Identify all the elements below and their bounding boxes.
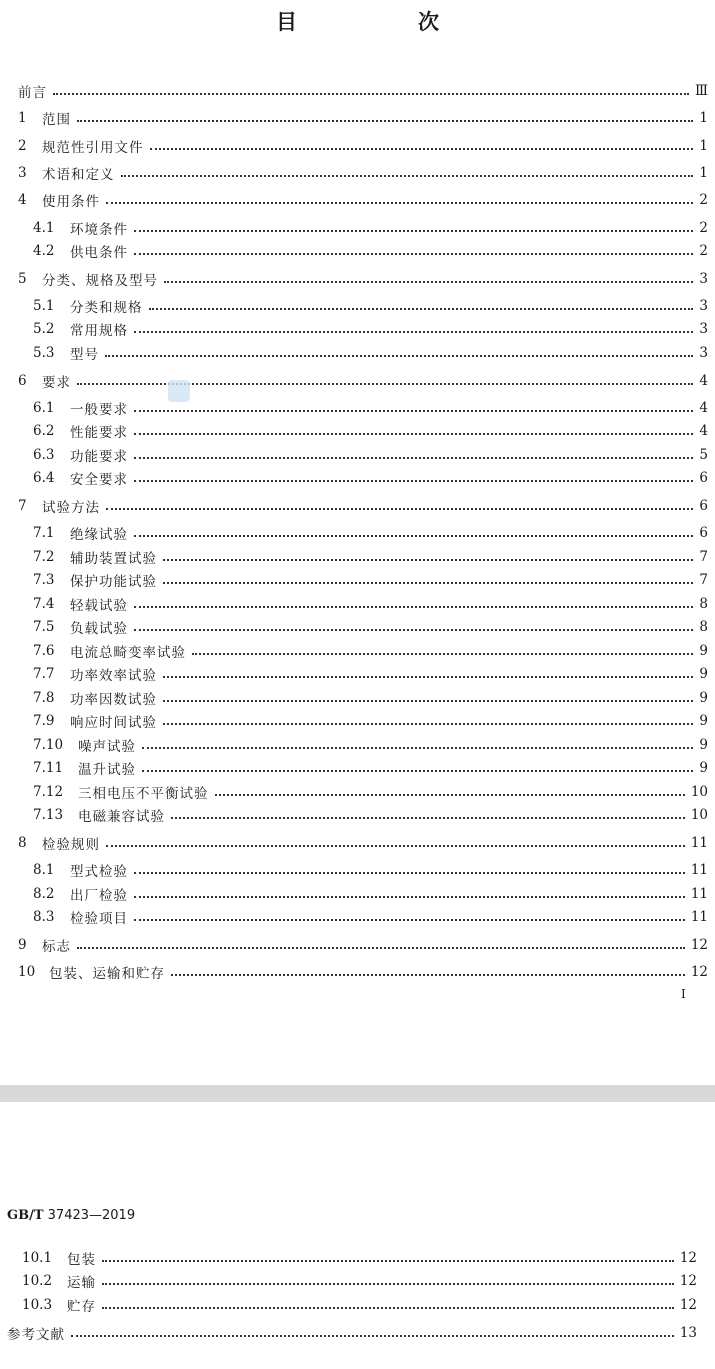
toc-dot-leader [163, 722, 693, 725]
toc-dot-leader [105, 354, 693, 357]
toc-entry-number: 10.1 [22, 1250, 53, 1266]
toc-dot-leader [134, 628, 693, 631]
toc-entry-page: Ⅲ [694, 83, 708, 99]
standard-prefix: GB/T [7, 1208, 44, 1223]
toc-entry-number: 5.1 [33, 298, 55, 314]
toc-entry-title: 运输 [67, 1275, 96, 1291]
toc-entry-title: 标志 [42, 939, 71, 955]
toc-entry[interactable] [33, 296, 708, 316]
watermark-icon [168, 380, 190, 402]
toc-entry-number: 4.1 [33, 220, 55, 236]
toc-entry-number: 4 [18, 192, 27, 208]
toc-page-2 [0, 1102, 715, 1369]
toc-entry-title: 检验项目 [70, 911, 128, 927]
toc-entry-page: 9 [699, 737, 708, 753]
toc-entry-page: 6 [699, 525, 708, 541]
toc-entry-number: 3 [18, 165, 27, 181]
toc-dot-leader [192, 652, 693, 655]
toc-entry-title: 试验方法 [42, 500, 100, 516]
toc-entry-title: 型号 [70, 347, 99, 363]
toc-dot-leader [163, 558, 693, 561]
toc-entry-page: 12 [690, 937, 708, 953]
toc-entry-number: 1 [18, 110, 27, 126]
toc-entry-number: 7.12 [33, 784, 64, 800]
document-header [7, 1208, 135, 1223]
toc-entry[interactable] [33, 805, 708, 825]
toc-entry-number: 10.3 [22, 1297, 53, 1313]
toc-entry-number: 5.2 [33, 321, 55, 337]
page-separator [0, 1085, 715, 1102]
toc-entry[interactable] [33, 523, 708, 543]
toc-entry-page: 7 [699, 549, 708, 565]
toc-entry-title: 辅助装置试验 [70, 551, 157, 567]
toc-dot-leader [150, 147, 694, 150]
toc-entry[interactable] [22, 1271, 697, 1291]
toc-entry-number: 5.3 [33, 345, 55, 361]
toc-dot-leader [215, 793, 685, 796]
toc-entry-page: 9 [699, 643, 708, 659]
toc-entry-title: 轻载试验 [70, 598, 128, 614]
toc-entry-title: 贮存 [67, 1299, 96, 1315]
toc-entry-page: 3 [699, 298, 708, 314]
toc-dot-leader [106, 844, 685, 847]
toc-entry[interactable] [22, 1295, 697, 1315]
toc-entry[interactable] [33, 782, 708, 802]
toc-dot-leader [77, 119, 693, 122]
toc-dot-leader [142, 746, 693, 749]
toc-entry[interactable] [33, 218, 708, 238]
toc-entry[interactable] [33, 570, 708, 590]
toc-entry-page: 10 [690, 784, 708, 800]
toc-entry-title: 电流总畸变率试验 [70, 645, 186, 661]
toc-entry[interactable] [18, 269, 708, 289]
toc-entry[interactable] [33, 343, 708, 363]
toc-entry-title: 检验规则 [42, 837, 100, 853]
toc-entry[interactable] [33, 758, 708, 778]
toc-entry[interactable] [18, 496, 708, 516]
toc-dot-leader [134, 432, 693, 435]
toc-entry-number: 10 [18, 964, 36, 980]
toc-entry[interactable] [33, 688, 708, 708]
toc-entry-page: 6 [699, 470, 708, 486]
page-title: 目 次 [276, 10, 489, 34]
toc-entry-title: 规范性引用文件 [42, 140, 144, 156]
toc-dot-leader [71, 1334, 674, 1337]
toc-entry-page: 9 [699, 666, 708, 682]
standard-number: 37423—2019 [47, 1208, 136, 1223]
toc-dot-leader [102, 1306, 674, 1309]
toc-entry-title: 分类和规格 [70, 300, 143, 316]
toc-entry-title: 功率因数试验 [70, 692, 157, 708]
toc-entry-title: 型式检验 [70, 864, 128, 880]
toc-entry-title: 包装、运输和贮存 [49, 966, 165, 982]
toc-entry-title: 使用条件 [42, 194, 100, 210]
toc-entry-page: 4 [699, 373, 708, 389]
toc-entry-page: 12 [679, 1297, 697, 1313]
toc-dot-leader [134, 871, 685, 874]
toc-dot-leader [163, 675, 693, 678]
toc-dot-leader [171, 816, 685, 819]
toc-entry-number: 7.2 [33, 549, 55, 565]
toc-entry-title: 安全要求 [70, 472, 128, 488]
toc-entry-page: 4 [699, 423, 708, 439]
toc-entry-title: 出厂检验 [70, 888, 128, 904]
toc-dot-leader [134, 534, 693, 537]
toc-entry-title: 温升试验 [78, 762, 136, 778]
toc-entry-title: 常用规格 [70, 323, 128, 339]
toc-dot-leader [121, 174, 694, 177]
toc-entry-number: 7.9 [33, 713, 55, 729]
toc-dot-leader [163, 581, 693, 584]
toc-entry-number: 7.8 [33, 690, 55, 706]
toc-entry-title: 环境条件 [70, 222, 128, 238]
toc-dot-leader [106, 507, 693, 510]
toc-entry-number: 7.11 [33, 760, 64, 776]
toc-entry-title: 负载试验 [70, 621, 128, 637]
toc-entry-page: 8 [699, 596, 708, 612]
toc-entry-number: 6.2 [33, 423, 55, 439]
toc-entry-number: 8.1 [33, 862, 55, 878]
toc-dot-leader [102, 1259, 674, 1262]
toc-entry[interactable] [33, 241, 708, 261]
toc-entry[interactable] [33, 617, 708, 637]
toc-dot-leader [53, 92, 689, 95]
toc-dot-leader [134, 479, 693, 482]
toc-entry-page: 8 [699, 619, 708, 635]
toc-entry[interactable] [18, 962, 708, 982]
toc-entry-number: 6 [18, 373, 27, 389]
toc-entry[interactable] [33, 547, 708, 567]
toc-entry-number: 7.7 [33, 666, 55, 682]
toc-entry[interactable] [33, 641, 708, 661]
toc-dot-leader [134, 330, 693, 333]
toc-entry-page: 9 [699, 690, 708, 706]
toc-dot-leader [134, 605, 693, 608]
toc-entry-number: 7.1 [33, 525, 55, 541]
toc-entry-page: 13 [679, 1325, 697, 1341]
toc-entry-title: 响应时间试验 [70, 715, 157, 731]
toc-entry[interactable] [33, 711, 708, 731]
toc-entry-number: 7 [18, 498, 27, 514]
toc-entry[interactable] [33, 860, 708, 880]
toc-entry-page: 3 [699, 345, 708, 361]
toc-entry-number: 7.4 [33, 596, 55, 612]
toc-entry[interactable] [33, 594, 708, 614]
toc-dot-leader [134, 409, 693, 412]
toc-entry-number: 2 [18, 138, 27, 154]
toc-entry[interactable] [33, 398, 708, 418]
toc-dot-leader [142, 769, 693, 772]
toc-entry-title: 前言 [18, 85, 47, 101]
toc-entry-title: 电磁兼容试验 [78, 809, 165, 825]
toc-entry[interactable] [18, 108, 708, 128]
toc-entry-number: 7.6 [33, 643, 55, 659]
toc-entry-page: 6 [699, 498, 708, 514]
toc-entry[interactable] [18, 833, 708, 853]
toc-entry-title: 噪声试验 [78, 739, 136, 755]
toc-dot-leader [134, 456, 693, 459]
toc-dot-leader [171, 973, 685, 976]
toc-entry[interactable] [33, 735, 708, 755]
toc-entry-number: 8.2 [33, 886, 55, 902]
toc-entry-number: 10.2 [22, 1273, 53, 1289]
toc-entry-number: 7.3 [33, 572, 55, 588]
toc-dot-leader [134, 252, 693, 255]
toc-entry-page: 9 [699, 760, 708, 776]
toc-entry-page: 4 [699, 400, 708, 416]
toc-entry-title: 要求 [42, 375, 71, 391]
toc-dot-leader [106, 201, 693, 204]
toc-entry-title: 性能要求 [70, 425, 128, 441]
toc-dot-leader [77, 946, 685, 949]
toc-entry-page: 12 [690, 964, 708, 980]
toc-dot-leader [134, 229, 693, 232]
toc-entry-page: 11 [690, 835, 708, 851]
toc-entry-number: 6.1 [33, 400, 55, 416]
toc-dot-leader [164, 280, 693, 283]
toc-entry-page: 11 [690, 909, 708, 925]
toc-entry-title: 保护功能试验 [70, 574, 157, 590]
toc-entry[interactable] [22, 1248, 697, 1268]
toc-entry[interactable] [18, 371, 708, 391]
toc-entry-title: 供电条件 [70, 245, 128, 261]
toc-entry-title: 包装 [67, 1252, 96, 1268]
toc-entry-page: 11 [690, 862, 708, 878]
toc-entry-number: 8 [18, 835, 27, 851]
toc-entry-page: 5 [699, 447, 708, 463]
toc-entry-page: 10 [690, 807, 708, 823]
toc-entry-number: 4.2 [33, 243, 55, 259]
toc-entry-title: 一般要求 [70, 402, 128, 418]
toc-entry-title: 功能要求 [70, 449, 128, 465]
toc-entry[interactable] [33, 884, 708, 904]
toc-entry-title: 参考文献 [7, 1327, 65, 1343]
toc-dot-leader [149, 307, 694, 310]
toc-dot-leader [163, 699, 693, 702]
toc-entry-page: 1 [699, 165, 708, 181]
toc-entry-page: 7 [699, 572, 708, 588]
toc-entry-number: 7.10 [33, 737, 64, 753]
toc-entry-page: 12 [679, 1273, 697, 1289]
toc-entry-number: 6.3 [33, 447, 55, 463]
toc-entry[interactable] [33, 319, 708, 339]
toc-entry-page: 1 [699, 110, 708, 126]
toc-entry[interactable] [33, 664, 708, 684]
toc-entry-page: 3 [699, 271, 708, 287]
toc-entry[interactable] [18, 190, 708, 210]
toc-entry-title: 分类、规格及型号 [42, 273, 158, 289]
page-number: I [681, 987, 686, 1001]
toc-dot-leader [102, 1282, 674, 1285]
toc-entry[interactable] [33, 445, 708, 465]
toc-entry-number: 7.13 [33, 807, 64, 823]
toc-entry-page: 2 [699, 220, 708, 236]
toc-entry-number: 6.4 [33, 470, 55, 486]
toc-entry[interactable] [33, 421, 708, 441]
toc-entry-title: 范围 [42, 112, 71, 128]
toc-entry-page: 12 [679, 1250, 697, 1266]
toc-entry-page: 9 [699, 713, 708, 729]
toc-dot-leader [134, 918, 685, 921]
toc-entry[interactable] [18, 81, 708, 101]
toc-entry-page: 2 [699, 243, 708, 259]
toc-entry[interactable] [33, 468, 708, 488]
toc-entry-title: 功率效率试验 [70, 668, 157, 684]
toc-entry[interactable] [7, 1323, 697, 1343]
toc-entry-number: 8.3 [33, 909, 55, 925]
toc-entry[interactable] [18, 935, 708, 955]
toc-entry-number: 5 [18, 271, 27, 287]
toc-entry[interactable] [18, 136, 708, 156]
toc-entry[interactable] [33, 907, 708, 927]
toc-entry-page: 3 [699, 321, 708, 337]
toc-entry-page: 2 [699, 192, 708, 208]
toc-entry-page: 11 [690, 886, 708, 902]
toc-entry-title: 三相电压不平衡试验 [78, 786, 209, 802]
toc-entry-number: 7.5 [33, 619, 55, 635]
toc-entry-title: 绝缘试验 [70, 527, 128, 543]
toc-entry[interactable] [18, 163, 708, 183]
toc-entry-number: 9 [18, 937, 27, 953]
toc-entry-page: 1 [699, 138, 708, 154]
toc-dot-leader [134, 895, 685, 898]
toc-entry-title: 术语和定义 [42, 167, 115, 183]
